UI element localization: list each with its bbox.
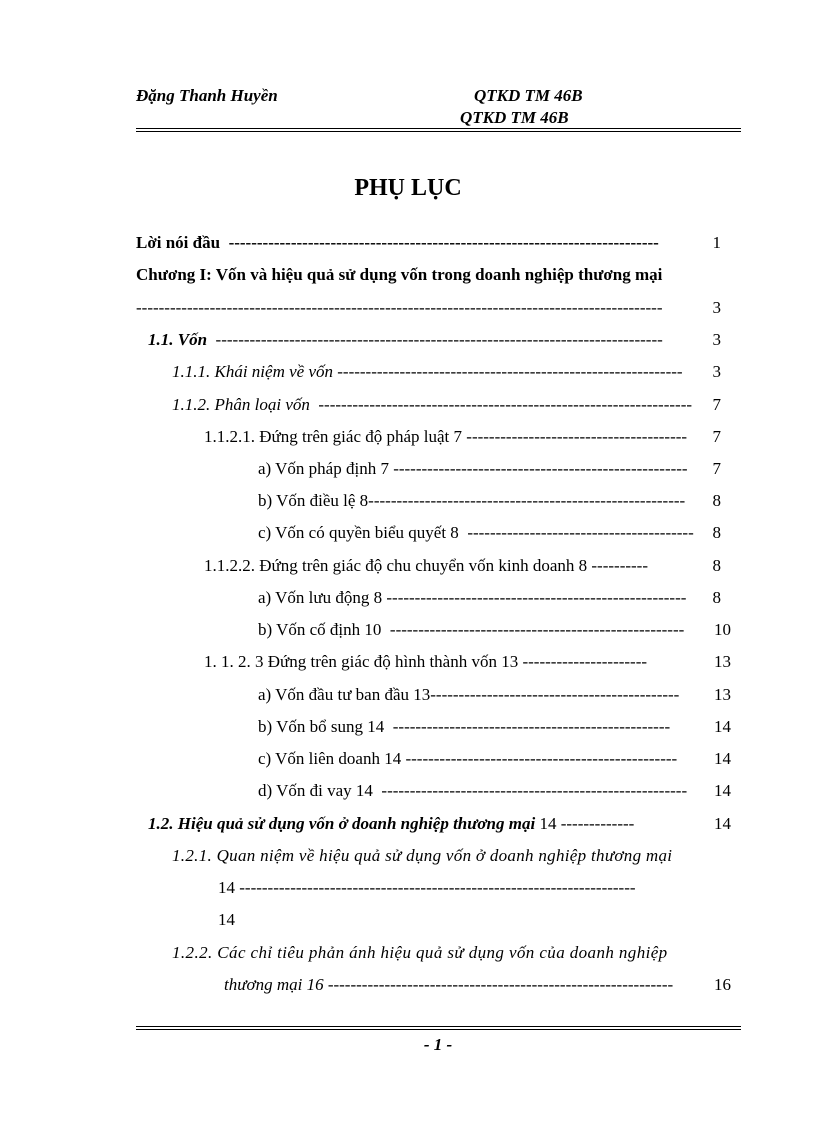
toc-page: 13 [714, 652, 731, 671]
toc-page: 7 [712, 395, 721, 414]
toc-entry: a) Vốn lưu động 8 ----------------------------------------------------- [258, 588, 687, 607]
toc-page: 13 [714, 685, 731, 704]
toc-entry: d) Vốn đi vay 14 ------------------------------------------------------ [258, 781, 688, 800]
toc-entry: 1.1.2.2. Đứng trên giác độ chu chuyển vốn kinh doanh 8 ---------- [204, 556, 649, 575]
toc-page: 10 [714, 620, 731, 639]
footer-rule-top [136, 1026, 741, 1027]
class-code: QTKD TM 46B [474, 86, 583, 105]
toc-entry: 1.2.1. Quan niệm về hiệu quả sử dụng vốn ở doanh nghiệp thương mại [172, 846, 673, 865]
toc-entry: a) Vốn đầu tư ban đầu 13-------------------------------------------- [258, 685, 680, 704]
toc-entry: 1. 1. 2. 3 Đứng trên giác độ hình thành vốn 13 ---------------------- [204, 652, 648, 671]
toc-page: 7 [712, 427, 721, 446]
toc-page: 3 [712, 362, 721, 381]
toc-entry: b) Vốn cố định 10 ---------------------------------------------------- [258, 620, 685, 639]
toc-entry: Lời nói đầu ---------------------------------------------------------------------------- [136, 233, 659, 252]
toc-page: 8 [712, 523, 721, 542]
toc-page: 8 [712, 588, 721, 607]
toc-entry: 1.1. Vốn ------------------------------------------------------------------------------- [148, 330, 663, 349]
toc-page: 14 [714, 814, 731, 833]
toc-entry: 1.1.1. Khái niệm về vốn ------------------------------------------------------------- [172, 362, 683, 381]
toc-page: 3 [712, 298, 721, 317]
toc-entry: 1.1.2. Phân loại vốn ------------------------------------------------------------------ [172, 395, 693, 414]
toc-entry: b) Vốn điều lệ 8-------------------------------------------------------- [258, 491, 686, 510]
toc-entry: thương mại 16 ------------------------------------------------------------- [224, 975, 674, 994]
toc-entry: 14 ---------------------------------------------------------------------- [218, 878, 636, 897]
toc-page: 14 [714, 749, 731, 768]
author-name: Đặng Thanh Huyền [136, 86, 278, 105]
toc-page: 1 [712, 233, 721, 252]
toc-page: 16 [714, 975, 731, 994]
header-rule-bottom [136, 131, 741, 132]
toc-entry: a) Vốn pháp định 7 ---------------------------------------------------- [258, 459, 688, 478]
toc-page: 8 [712, 556, 721, 575]
toc-page: 7 [712, 459, 721, 478]
toc-entry: b) Vốn bổ sung 14 ------------------------------------------------- [258, 717, 671, 736]
page-number: - 1 - [423, 1035, 453, 1054]
toc-entry: --------------------------------------------------------------------------------------------- [136, 298, 663, 317]
toc-page: 14 [714, 717, 731, 736]
header-rule-top [136, 128, 741, 129]
toc-entry: c) Vốn liên doanh 14 ------------------------------------------------ [258, 749, 678, 768]
toc-entry: 1.1.2.1. Đứng trên giác độ pháp luật 7 --------------------------------------- [204, 427, 688, 446]
toc-page: 8 [712, 491, 721, 510]
toc-entry: c) Vốn có quyền biểu quyết 8 ---------------------------------------- [258, 523, 694, 542]
class-code-repeat: QTKD TM 46B [460, 108, 569, 127]
toc-entry: 1.2.2. Các chỉ tiêu phản ánh hiệu quả sử dụng vốn của doanh nghiệp [172, 943, 668, 962]
toc-page: 14 [218, 910, 235, 929]
toc-page: 3 [712, 330, 721, 349]
page-title: PHỤ LỤC [354, 175, 462, 201]
footer-rule-bottom [136, 1029, 741, 1030]
toc-page: 14 [714, 781, 731, 800]
toc-entry: 1.2. Hiệu quả sử dụng vốn ở doanh nghiệp thương mại 14 ------------- [148, 814, 635, 833]
toc-entry: Chương I: Vốn và hiệu quả sử dụng vốn trong doanh nghiệp thương mại [136, 265, 663, 284]
